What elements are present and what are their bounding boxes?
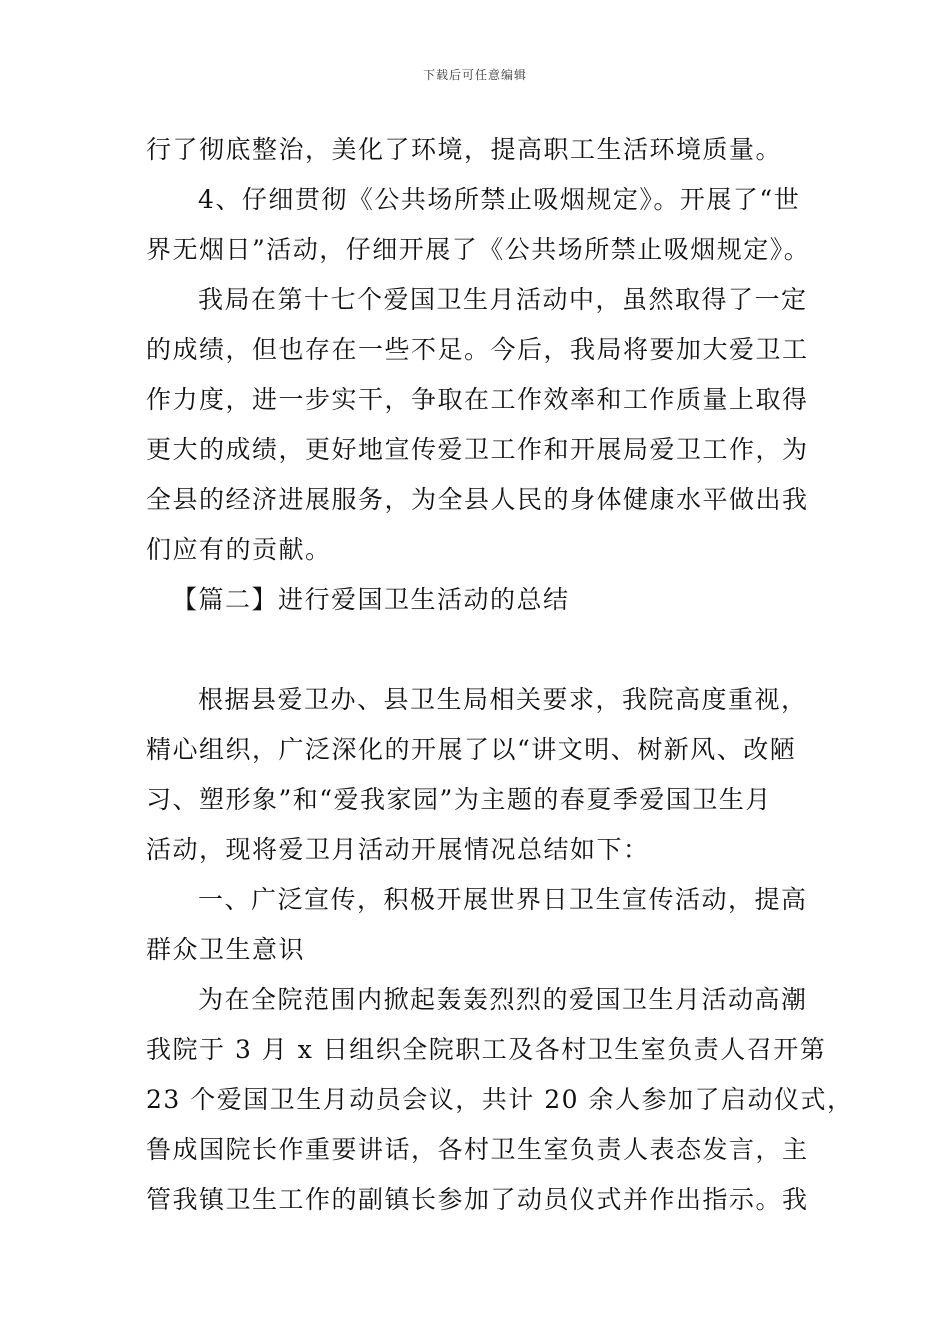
body-line: 根据县爱卫办、县卫生局相关要求，我院高度重视， (198, 685, 808, 714)
body-line: 习、塑形象”和“爱我家园”为主题的春夏季爱国卫生月 (146, 785, 772, 814)
body-line: 管我镇卫生工作的副镇长参加了动员仪式并作出指示。我 (146, 1185, 809, 1214)
body-line: 为在全院范围内掀起轰轰烈烈的爱国卫生月活动高潮 (198, 985, 808, 1014)
body-line: 作力度，进一步实干，争取在工作效率和工作质量上取得 (146, 385, 809, 414)
body-line: 们应有的贡献。 (146, 535, 332, 564)
body-line: 更大的成绩，更好地宣传爱卫工作和开展局爱卫工作，为 (146, 435, 809, 464)
body-line: 4、仔细贯彻《公共场所禁止吸烟规定》。开展了“世 (198, 185, 801, 214)
body-line: 我院于 3 月 x 日组织全院职工及各村卫生室负责人召开第 (146, 1035, 827, 1064)
body-line: 的成绩，但也存在一些不足。今后，我局将要加大爱卫工 (146, 335, 809, 364)
page-header: 下载后可任意编辑 (422, 68, 527, 82)
subsection-heading: 一、广泛宣传，积极开展世界日卫生宣传活动，提高 (198, 885, 808, 914)
body-line: 鲁成国院长作重要讲话，各村卫生室负责人表态发言，主 (146, 1135, 809, 1164)
section-heading: 【篇二】进行爱国卫生活动的总结 (172, 585, 570, 614)
body-line: 界无烟日”活动，仔细开展了《公共场所禁止吸烟规定》。 (146, 235, 811, 264)
subsection-heading-cont: 群众卫生意识 (146, 935, 306, 964)
body-line: 全县的经济进展服务，为全县人民的身体健康水平做出我 (146, 485, 809, 514)
body-line: 23 个爱国卫生月动员会议，共计 20 余人参加了启动仪式， (146, 1085, 854, 1114)
body-line: 精心组织，广泛深化的开展了以“讲文明、树新风、改陋 (146, 735, 797, 764)
body-line: 我局在第十七个爱国卫生月活动中，虽然取得了一定 (198, 285, 808, 314)
body-line: 活动，现将爱卫月活动开展情况总结如下： (146, 835, 650, 864)
body-line: 行了彻底整治，美化了环境，提高职工生活环境质量。 (146, 135, 783, 164)
